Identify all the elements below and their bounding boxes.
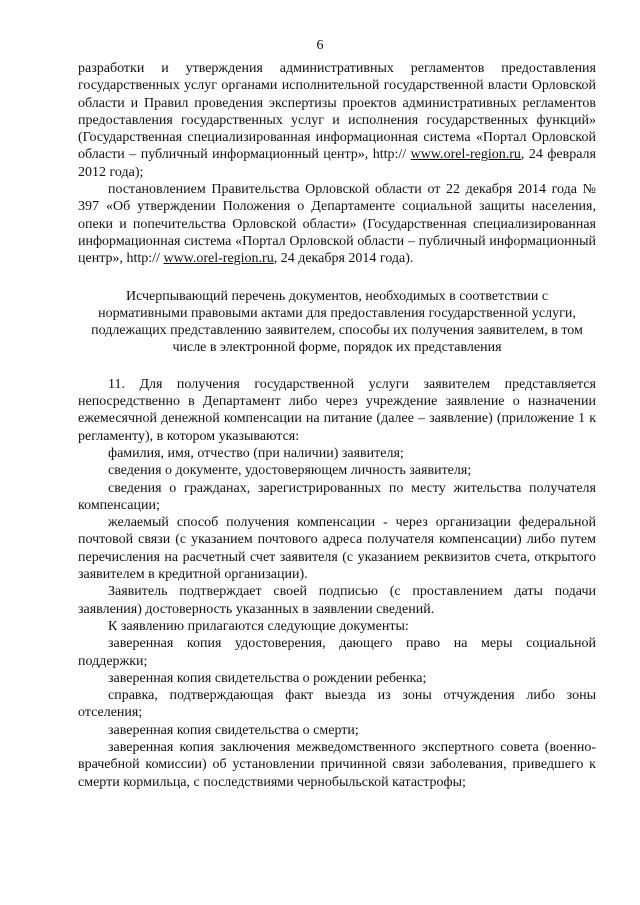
paragraph xyxy=(78,462,596,479)
paragraph-text: Заявитель подтверждает своей подписью (с проставлением даты подачи заявления) достоверность указанных в заявлении сведений. xyxy=(78,584,596,617)
paragraph-text: сведения о документе, удостоверяющем личность заявителя; xyxy=(108,463,472,479)
paragraph xyxy=(78,514,596,583)
paragraph xyxy=(78,376,596,445)
paragraph xyxy=(78,583,596,618)
paragraph-text: желаемый способ получения компенсации - через организации федеральной почтовой связи (с указанием почтового адреса получателя компенсации) либо путем перечисления на расчетный счет заявителя (с указанием реквизитов счета, открытого заявителем в кредитной организации). xyxy=(78,515,596,583)
paragraph-text: заверенная копия свидетельства о рождении ребенка; xyxy=(108,670,427,686)
section-heading xyxy=(78,288,596,357)
paragraph xyxy=(78,635,596,670)
paragraph-text: К заявлению прилагаются следующие документы: xyxy=(108,618,409,634)
paragraph-text: заверенная копия заключения межведомственного экспертного совета (военно-врачебной комиссии) об установлении причинной связи заболевания, приведшего к смерти кормильца, с последствиями чернобыльской катастрофы; xyxy=(78,739,596,790)
paragraph-text: заверенная копия свидетельства о смерти; xyxy=(108,722,359,738)
paragraph-text: Исчерпывающий перечень документов, необходимых в соответствии с нормативными правовыми актами для предоставления государственной услуги, подлежащих представлению заявителем, способы их получения заявителем, в том числе в электронной форме, порядок их представления xyxy=(91,288,583,356)
paragraph xyxy=(78,722,596,739)
paragraph-text: заверенная копия удостоверения, дающего право на меры социальной поддержки; xyxy=(78,636,596,669)
paragraph xyxy=(78,60,596,181)
paragraph-text: фамилия, имя, отчество (при наличии) заявителя; xyxy=(108,445,404,461)
paragraph-text: постановлением Правительства Орловской области от 22 декабря 2014 года № 397 «Об утверждении Положения о Департаменте социальной защиты населения, опеки и попечительства Орловской области» (Государственная специализированная информационная система «Портал Орловской области – публичный информационный центр», http:// xyxy=(78,182,596,267)
paragraph-text: справка, подтверждающая факт выезда из зоны отчуждения либо зоны отселения; xyxy=(78,688,596,721)
paragraph-text: , 24 февраля 2012 года); xyxy=(78,147,596,180)
paragraph-text: разработки и утверждения административных регламентов предоставления государственных услуг органами исполнительной государственной власти Орловской области и Правил проведения экспертизы проектов административных регламентов предоставления государственных услуг и исполнения государственных функций» (Государственная специализированная информационная система «Портал Орловской области – публичный информационный центр», http:// xyxy=(78,61,596,163)
paragraph xyxy=(78,445,596,462)
website-link: www.orel-region.ru xyxy=(163,251,274,267)
document-body xyxy=(78,60,596,791)
paragraph-text: 11. Для получения государственной услуги заявителем представляется непосредственно в Департамент либо через учреждение заявление о назначении ежемесячной денежной компенсации на питание (далее – заявление) (приложение 1 к регламенту), в котором указываются: xyxy=(78,376,596,444)
website-link: www.orel-region.ru xyxy=(410,147,521,163)
paragraph xyxy=(78,687,596,722)
paragraph-text: , 24 декабря 2014 года). xyxy=(273,251,414,267)
paragraph xyxy=(78,618,596,635)
paragraph xyxy=(78,739,596,791)
paragraph xyxy=(78,181,596,267)
paragraph xyxy=(78,670,596,687)
page-number: 6 xyxy=(316,38,324,53)
paragraph xyxy=(78,480,596,515)
paragraph-text: сведения о гражданах, зарегистрированных по месту жительства получателя компенсации; xyxy=(78,480,596,513)
